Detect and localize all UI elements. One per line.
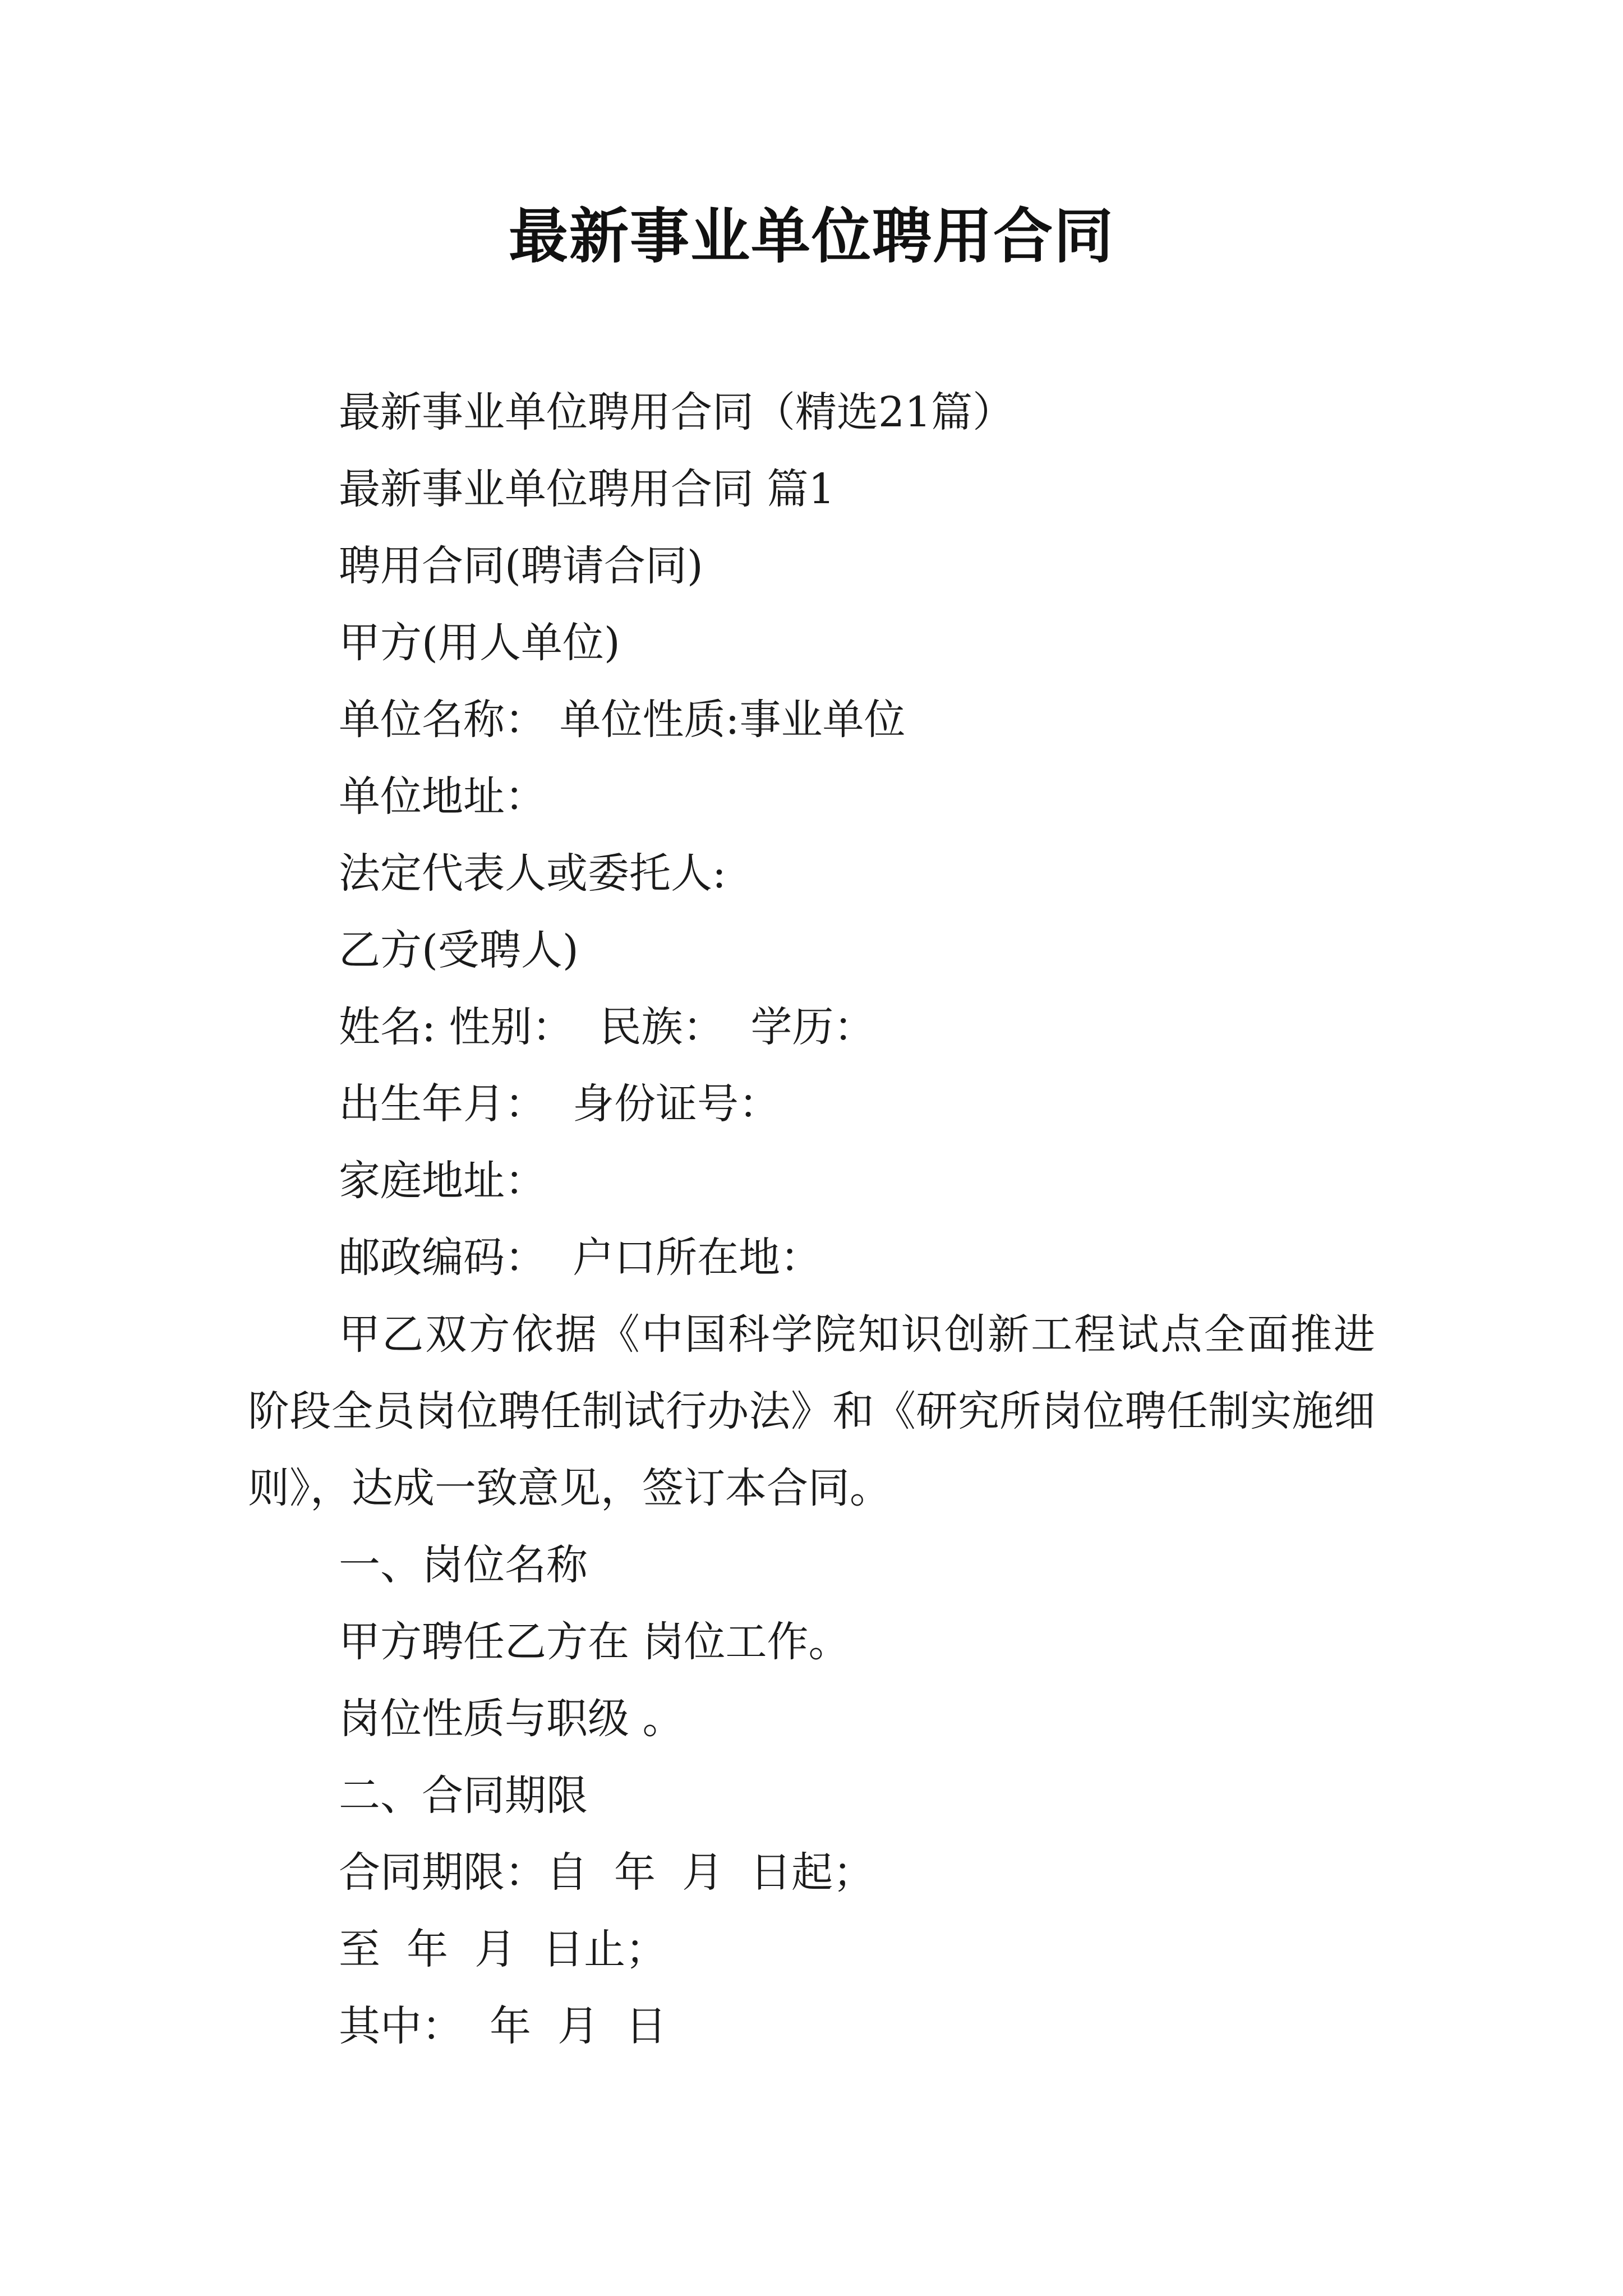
text-line: 最新事业单位聘用合同（精选21篇） [339, 388, 1015, 436]
text-line: 岗位性质与职级 。 [339, 1695, 684, 1743]
document-title: 最新事业单位聘用合同 [509, 202, 1114, 271]
text-line: 合同期限：自 年 月 日起； [339, 1848, 875, 1897]
text-line: 甲方聘任乙方在 岗位工作。 [339, 1618, 850, 1666]
text-line: 单位名称： 单位性质:事业单位 [339, 696, 906, 744]
text-line: 至 年 月 日止； [339, 1925, 667, 1973]
text-line: 邮政编码： 户口所在地： [339, 1234, 822, 1282]
document-body [248, 374, 1375, 2065]
text-line: 乙方(受聘人) [339, 926, 579, 974]
text-line: 其中： 年 月 日 [339, 2002, 667, 2050]
text-line: 聘用合同(聘请合同) [339, 542, 703, 590]
text-line: 单位地址： [339, 772, 546, 821]
text-line: 出生年月： 身份证号： [339, 1080, 781, 1128]
text-line: 法定代表人或委托人: [339, 849, 726, 898]
text-line: 家庭地址： [339, 1157, 546, 1205]
section-heading: 一、岗位名称 [339, 1541, 588, 1589]
text-line: 姓名: 性别： 民族： 学历： [339, 1003, 875, 1051]
text-line: 甲方(用人单位) [339, 619, 620, 667]
section-heading: 二、合同期限 [339, 1772, 588, 1820]
body-paragraph: 甲乙双方依据《中国科学院知识创新工程试点全面推进阶段全员岗位聘任制试行办法》和《研究所岗位聘任制实施细则》，达成一致意见，签订本合同。 [248, 1310, 1375, 1512]
text-line: 最新事业单位聘用合同 篇1 [339, 465, 835, 513]
